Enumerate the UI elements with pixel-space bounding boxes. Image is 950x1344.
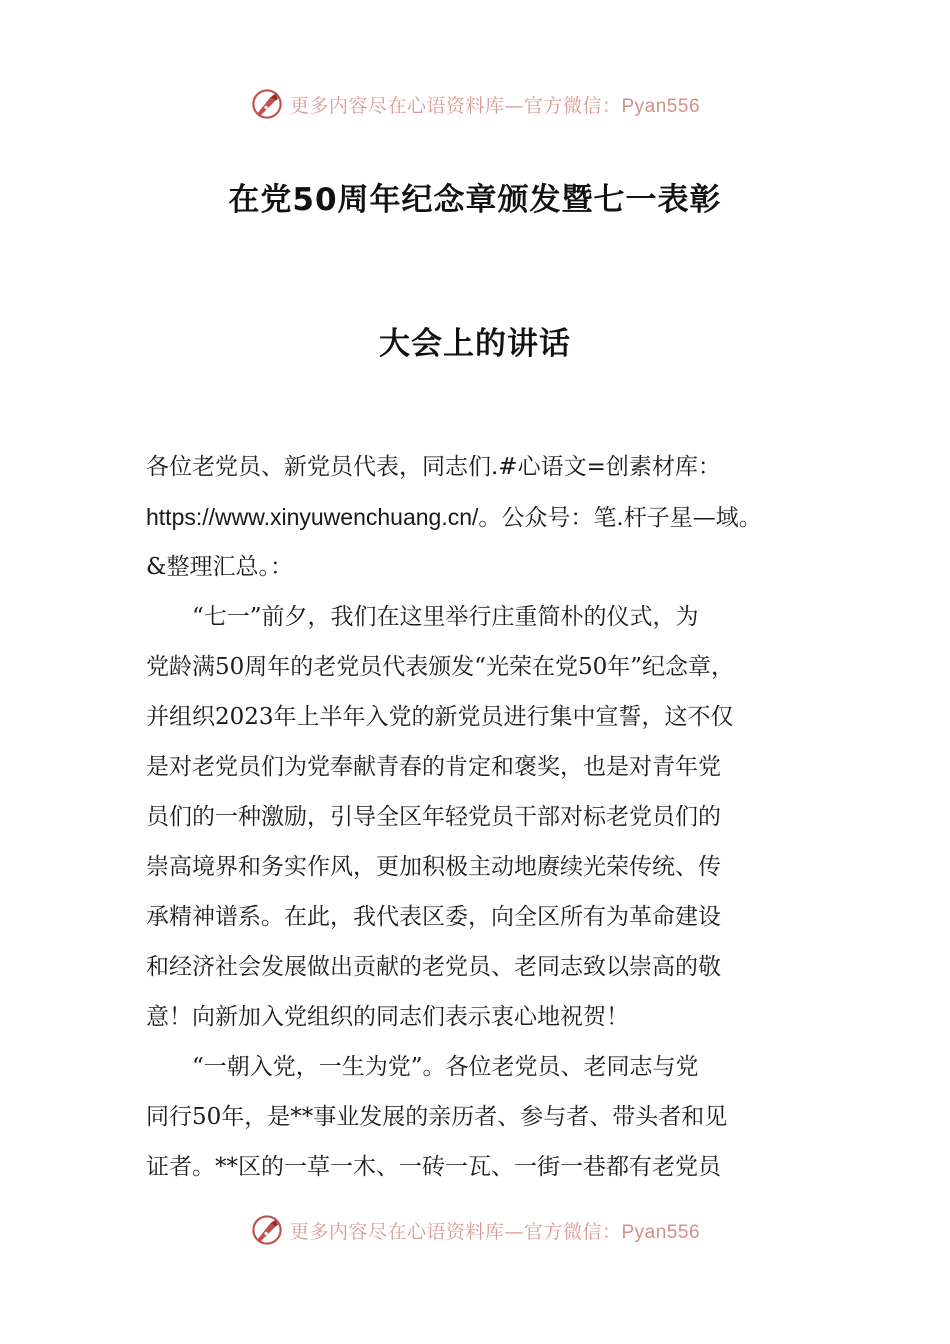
body-line: 证者。**区的一草一木、一砖一瓦、一街一巷都有老党员 xyxy=(146,1154,721,1180)
body-line: 崇高境界和务实作风，更加积极主动地赓续光荣传统、传 xyxy=(146,854,721,880)
document-body xyxy=(146,442,810,1192)
website-url: https://www.xinyuwenchuang.cn/ xyxy=(146,504,479,530)
body-line: 意！向新加入党组织的同志们表示衷心地祝贺！ xyxy=(146,1004,629,1030)
body-line: 是对老党员们为党奉献青春的肯定和褒奖，也是对青年党 xyxy=(146,754,721,780)
footer-watermark xyxy=(0,1210,950,1250)
body-line: 各位老党员、新党员代表，同志们.#心语文=创素材库： xyxy=(146,454,721,480)
watermark-wechat-id: Pyan556 xyxy=(621,95,701,117)
body-line: 党龄满50周年的老党员代表颁发“光荣在党50年”纪念章， xyxy=(146,654,735,680)
watermark-text: 更多内容尽在心语资料库—官方微信：Pyan556 xyxy=(289,94,701,117)
header-watermark xyxy=(0,84,950,124)
pen-nib-logo-icon xyxy=(250,87,284,121)
body-line: 和经济社会发展做出贡献的老党员、老同志致以崇高的敬 xyxy=(146,954,721,980)
body-line: “七一”前夕，我们在这里举行庄重简朴的仪式，为 xyxy=(192,604,699,630)
pen-nib-logo-icon xyxy=(250,1213,284,1247)
body-line: 承精神谱系。在此，我代表区委，向全区所有为革命建设 xyxy=(146,904,721,930)
body-line: “一朝入党，一生为党”。各位老党员、老同志与党 xyxy=(192,1054,699,1080)
body-line: https://www.xinyuwenchuang.cn/。公众号：笔.杆子星—域。 xyxy=(146,504,762,531)
document-title-line-1: 在党50周年纪念章颁发暨七一表彰 xyxy=(228,182,722,218)
body-line: 同行50年，是**事业发展的亲历者、参与者、带头者和见 xyxy=(146,1104,728,1130)
body-line: &整理汇总。： xyxy=(146,554,293,580)
document-title-line-2: 大会上的讲话 xyxy=(379,326,571,362)
watermark-wechat-id: Pyan556 xyxy=(621,1221,701,1243)
body-line: 员们的一种激励，引导全区年轻党员干部对标老党员们的 xyxy=(146,804,721,830)
body-line: 并组织2023年上半年入党的新党员进行集中宣誓，这不仅 xyxy=(146,704,734,730)
watermark-text: 更多内容尽在心语资料库—官方微信：Pyan556 xyxy=(289,1220,701,1243)
